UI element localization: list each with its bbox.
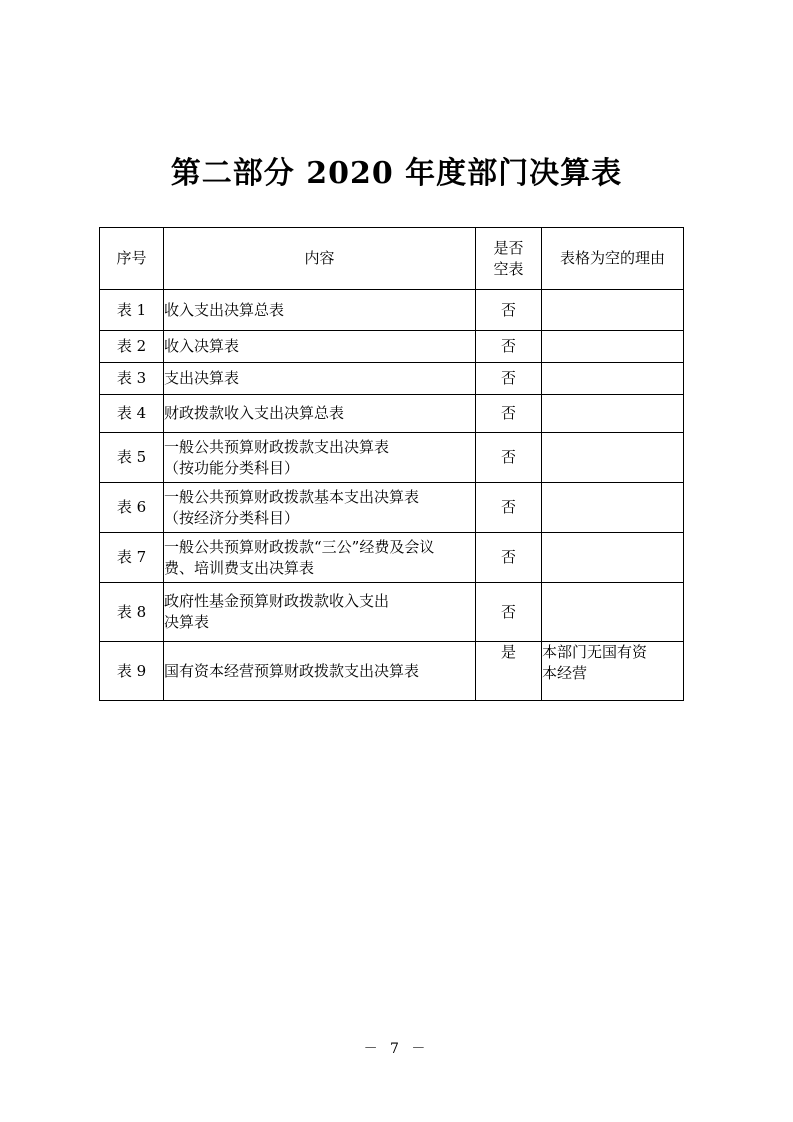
row-content-line: 收入决算表 — [164, 337, 240, 355]
header-is-empty-line: 是否 — [493, 238, 524, 257]
row-content — [164, 395, 476, 433]
row-content — [164, 331, 476, 363]
row-content-line: 支出决算表 — [164, 369, 240, 387]
row-number: 表 7 — [100, 533, 164, 583]
table-row — [100, 483, 684, 533]
row-content-line: 政府性基金预算财政拨款收入支出 — [164, 592, 390, 610]
row-is-empty: 否 — [476, 483, 542, 533]
row-content-line: 一般公共预算财政拨款基本支出决算表 — [164, 487, 420, 506]
table-row — [100, 290, 684, 331]
table-header-row — [100, 228, 684, 290]
row-empty-reason — [542, 642, 684, 701]
row-empty-reason-line: 本经营 — [542, 664, 588, 682]
row-is-empty: 否 — [476, 363, 542, 395]
table-row — [100, 533, 684, 583]
row-content-line: 一般公共预算财政拨款支出决算表 — [164, 437, 390, 456]
table-row — [100, 363, 684, 395]
row-content — [164, 583, 476, 642]
row-number: 表 5 — [100, 433, 164, 483]
header-is-empty — [476, 228, 542, 290]
row-number: 表 9 — [100, 642, 164, 701]
row-empty-reason — [542, 483, 684, 533]
header-no: 序号 — [100, 228, 164, 290]
row-content-line: 收入支出决算总表 — [164, 300, 285, 319]
row-content-line: 一般公共预算财政拨款“三公”经费及会议 — [164, 537, 435, 556]
row-empty-reason — [542, 433, 684, 483]
row-is-empty: 否 — [476, 583, 542, 642]
row-is-empty: 否 — [476, 433, 542, 483]
row-number: 表 1 — [100, 290, 164, 331]
row-empty-reason — [542, 395, 684, 433]
row-empty-reason — [542, 533, 684, 583]
row-number: 表 4 — [100, 395, 164, 433]
row-empty-reason — [542, 290, 684, 331]
row-content — [164, 290, 476, 331]
row-content — [164, 533, 476, 583]
row-empty-reason-line: 本部门无国有资 — [542, 643, 648, 661]
header-reason: 表格为空的理由 — [542, 228, 684, 290]
header-content: 内容 — [164, 228, 476, 290]
row-content — [164, 433, 476, 483]
row-content — [164, 483, 476, 533]
row-content-line: （按功能分类科目） — [164, 458, 300, 477]
table-row — [100, 395, 684, 433]
row-content-line: 费、培训费支出决算表 — [164, 558, 315, 577]
row-content-line: 决算表 — [164, 613, 210, 631]
row-number: 表 6 — [100, 483, 164, 533]
row-empty-reason — [542, 363, 684, 395]
row-is-empty: 否 — [476, 395, 542, 433]
row-empty-reason — [542, 583, 684, 642]
row-empty-reason — [542, 331, 684, 363]
row-content — [164, 642, 476, 701]
row-is-empty: 否 — [476, 290, 542, 331]
row-content-line: 财政拨款收入支出决算总表 — [164, 404, 345, 422]
table-row — [100, 642, 684, 701]
row-is-empty: 否 — [476, 533, 542, 583]
row-number: 表 2 — [100, 331, 164, 363]
table-row — [100, 331, 684, 363]
table-row — [100, 583, 684, 642]
page-title: 第二部分 2020 年度部门决算表 — [170, 156, 623, 191]
row-content-line: （按经济分类科目） — [164, 508, 300, 527]
row-number: 表 8 — [100, 583, 164, 642]
page-number: － 7 － — [363, 1041, 430, 1057]
row-content-line: 国有资本经营预算财政拨款支出决算表 — [164, 661, 420, 680]
table-row — [100, 433, 684, 483]
row-is-empty: 是 — [476, 642, 542, 701]
header-is-empty-line: 空表 — [493, 259, 524, 278]
row-number: 表 3 — [100, 363, 164, 395]
row-content — [164, 363, 476, 395]
budget-tables-index — [99, 227, 684, 701]
row-is-empty: 否 — [476, 331, 542, 363]
